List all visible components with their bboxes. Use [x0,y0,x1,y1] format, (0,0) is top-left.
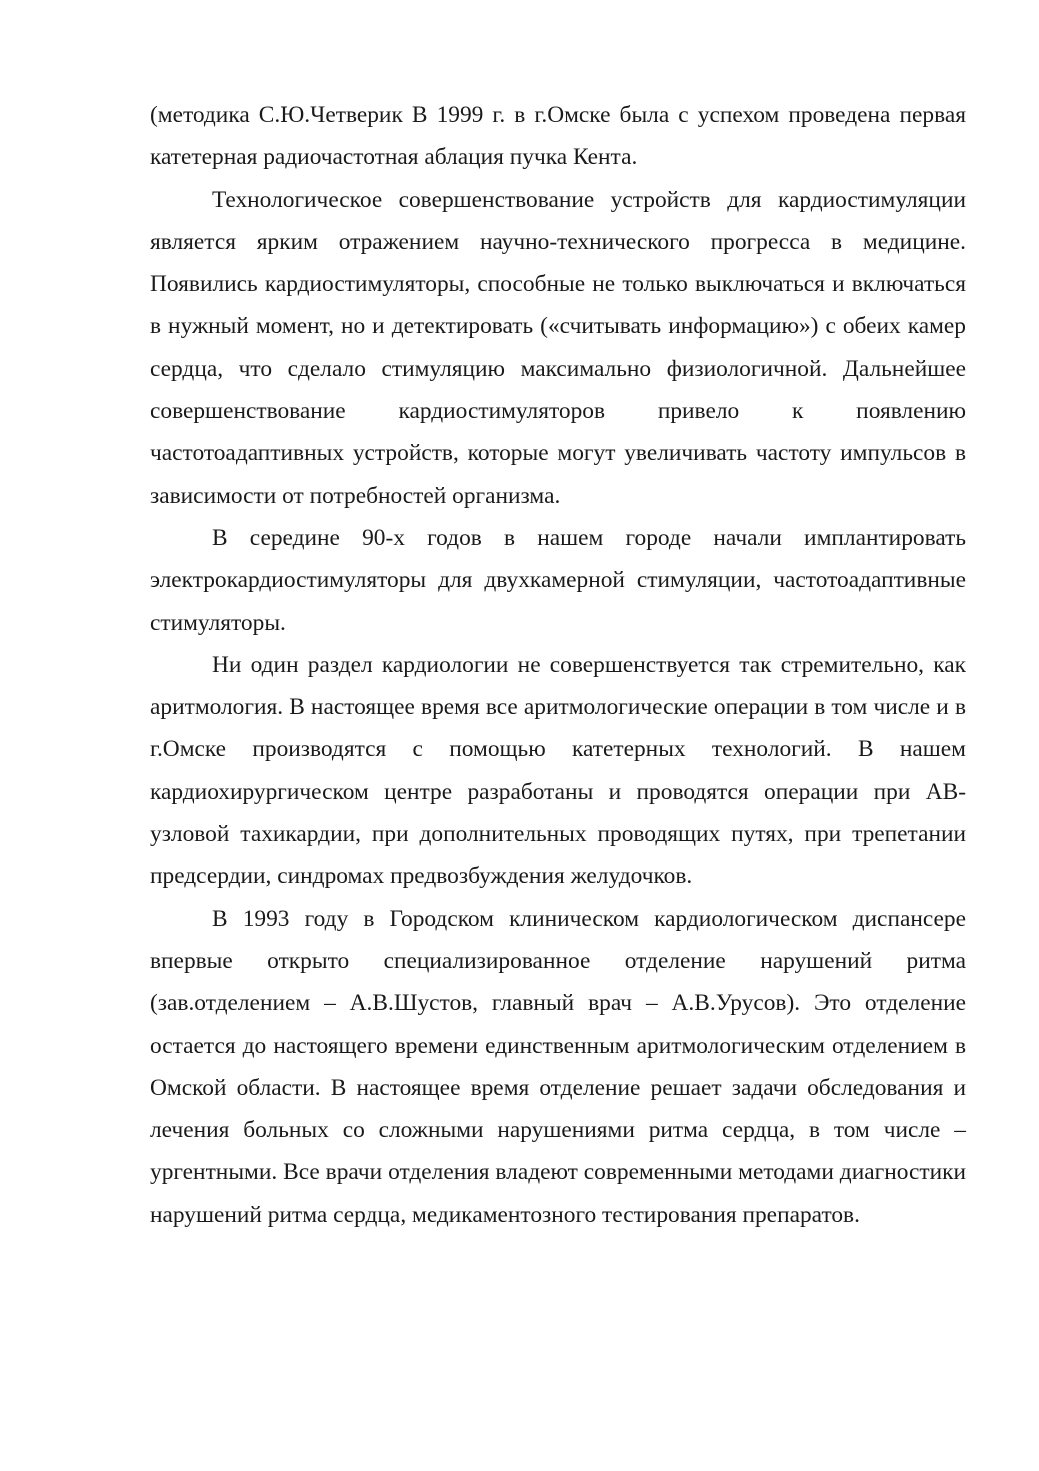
paragraph-2: Технологическое совершенствование устройств для кардиостимуляции является ярким отражением научно-технического прогресса в медицине. Появились кардиостимуляторы, способные не только выключаться и включаться в нужный момент, но и детектировать («считывать информацию») с обеих камер сердца, что сделало стимуляцию максимально физиологичной. Дальнейшее совершенствование кардиостимуляторов привело к появлению частотоадаптивных устройств, которые могут увеличивать частоту импульсов в зависимости от потребностей организма. [150,186,966,509]
body-text [150,94,966,1236]
paragraph-1: (методика С.Ю.Четверик В 1999 г. в г.Омске была с успехом проведена первая катетерная радиочастотная аблация пучка Кента. [150,102,966,171]
paragraph-4: Ни один раздел кардиологии не совершенствуется так стремительно, как аритмология. В настоящее время все аритмологические операции в том числе и в г.Омске производятся с помощью катетерных технологий. В нашем кардиохирургическом центре разработаны и проводятся операции при АВ-узловой тахикардии, при дополнительных проводящих путях, при трепетании предсердии, синдромах предвозбуждения желудочков. [150,651,966,890]
paragraph-5: В 1993 году в Городском клиническом кардиологическом диспансере впервые открыто специализированное отделение нарушений ритма (зав.отделением – А.В.Шустов, главный врач – А.В.Урусов). Это отделение остается до настоящего времени единственным аритмологическим отделением в Омской области. В настоящее время отделение решает задачи обследования и лечения больных со сложными нарушениями ритма сердца, в том числе – ургентными. Все врачи отделения владеют современными методами диагностики нарушений ритма сердца, медикаментозного тестирования препаратов. [150,905,966,1228]
paragraph-3: В середине 90-х годов в нашем городе начали имплантировать электрокардиостимуляторы для двухкамерной стимуляции, частотоадаптивные стимуляторы. [150,524,966,636]
